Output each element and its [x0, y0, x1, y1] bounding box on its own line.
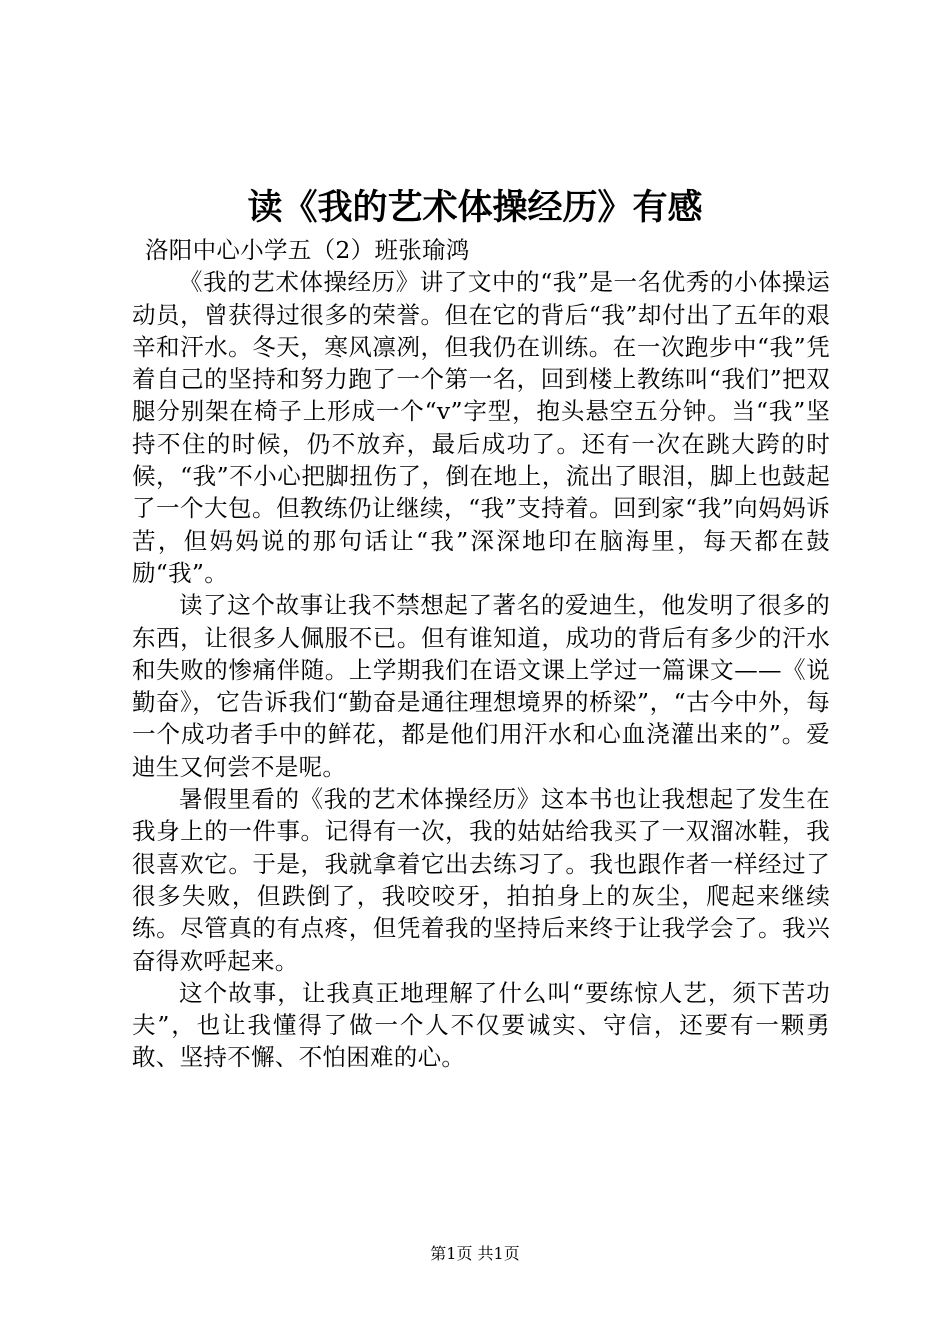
body-paragraph: 《我的艺术体操经历》讲了文中的“我”是一名优秀的小体操运动员，曾获得过很多的荣誉。但在它的背后“我”却付出了五年的艰辛和汗水。冬天，寒风凛冽，但我仍在训练。在一次跑步中“我”凭着自己的坚持和努力跑了一个第一名，回到楼上教练叫“我们”把双腿分别架在椅子上形成一个“v”字型，抱头悬空五分钟。当“我”坚持不住的时候，仍不放弃，最后成功了。还有一次在跳大跨的时候，“我”不小心把脚扭伤了，倒在地上，流出了眼泪，脚上也鼓起了一个大包。但教练仍让继续，“我”支持着。回到家“我”向妈妈诉苦，但妈妈说的那句话让“我”深深地印在脑海里，每天都在鼓励“我”。 [132, 268, 830, 587]
body-paragraph: 暑假里看的《我的艺术体操经历》这本书也让我想起了发生在我身上的一件事。记得有一次，我的姑姑给我买了一双溜冰鞋，我很喜欢它。于是，我就拿着它出去练习了。我也跟作者一样经过了很多失败，但跌倒了，我咬咬牙，拍拍身上的灰尘，爬起来继续练。尽管真的有点疼，但凭着我的坚持后来终于让我学会了。我兴奋得欢呼起来。 [132, 785, 830, 975]
page-footer: 第1页 共1页 [430, 1244, 520, 1263]
body-paragraph: 这个故事，让我真正地理解了什么叫“要练惊人艺，须下苦功夫”，也让我懂得了做一个人不仅要诚实、守信，还要有一颗勇敢、坚持不懈、不怕困难的心。 [132, 978, 830, 1072]
document-body [132, 234, 830, 1074]
body-paragraph: 读了这个故事让我不禁想起了著名的爱迪生，他发明了很多的东西，让很多人佩服不已。但有谁知道，成功的背后有多少的汗水和失败的惨痛伴随。上学期我们在语文课上学过一篇课文——《说勤奋》，它告诉我们“勤奋是通往理想境界的桥梁”，“古今中外，每一个成功者手中的鲜花，都是他们用汗水和心血浇灌出来的”。爱迪生又何尝不是呢。 [132, 591, 830, 781]
author-byline: 洛阳中心小学五（2）班张瑜鸿 [145, 236, 470, 264]
document-title: 读《我的艺术体操经历》有感 [247, 188, 703, 228]
